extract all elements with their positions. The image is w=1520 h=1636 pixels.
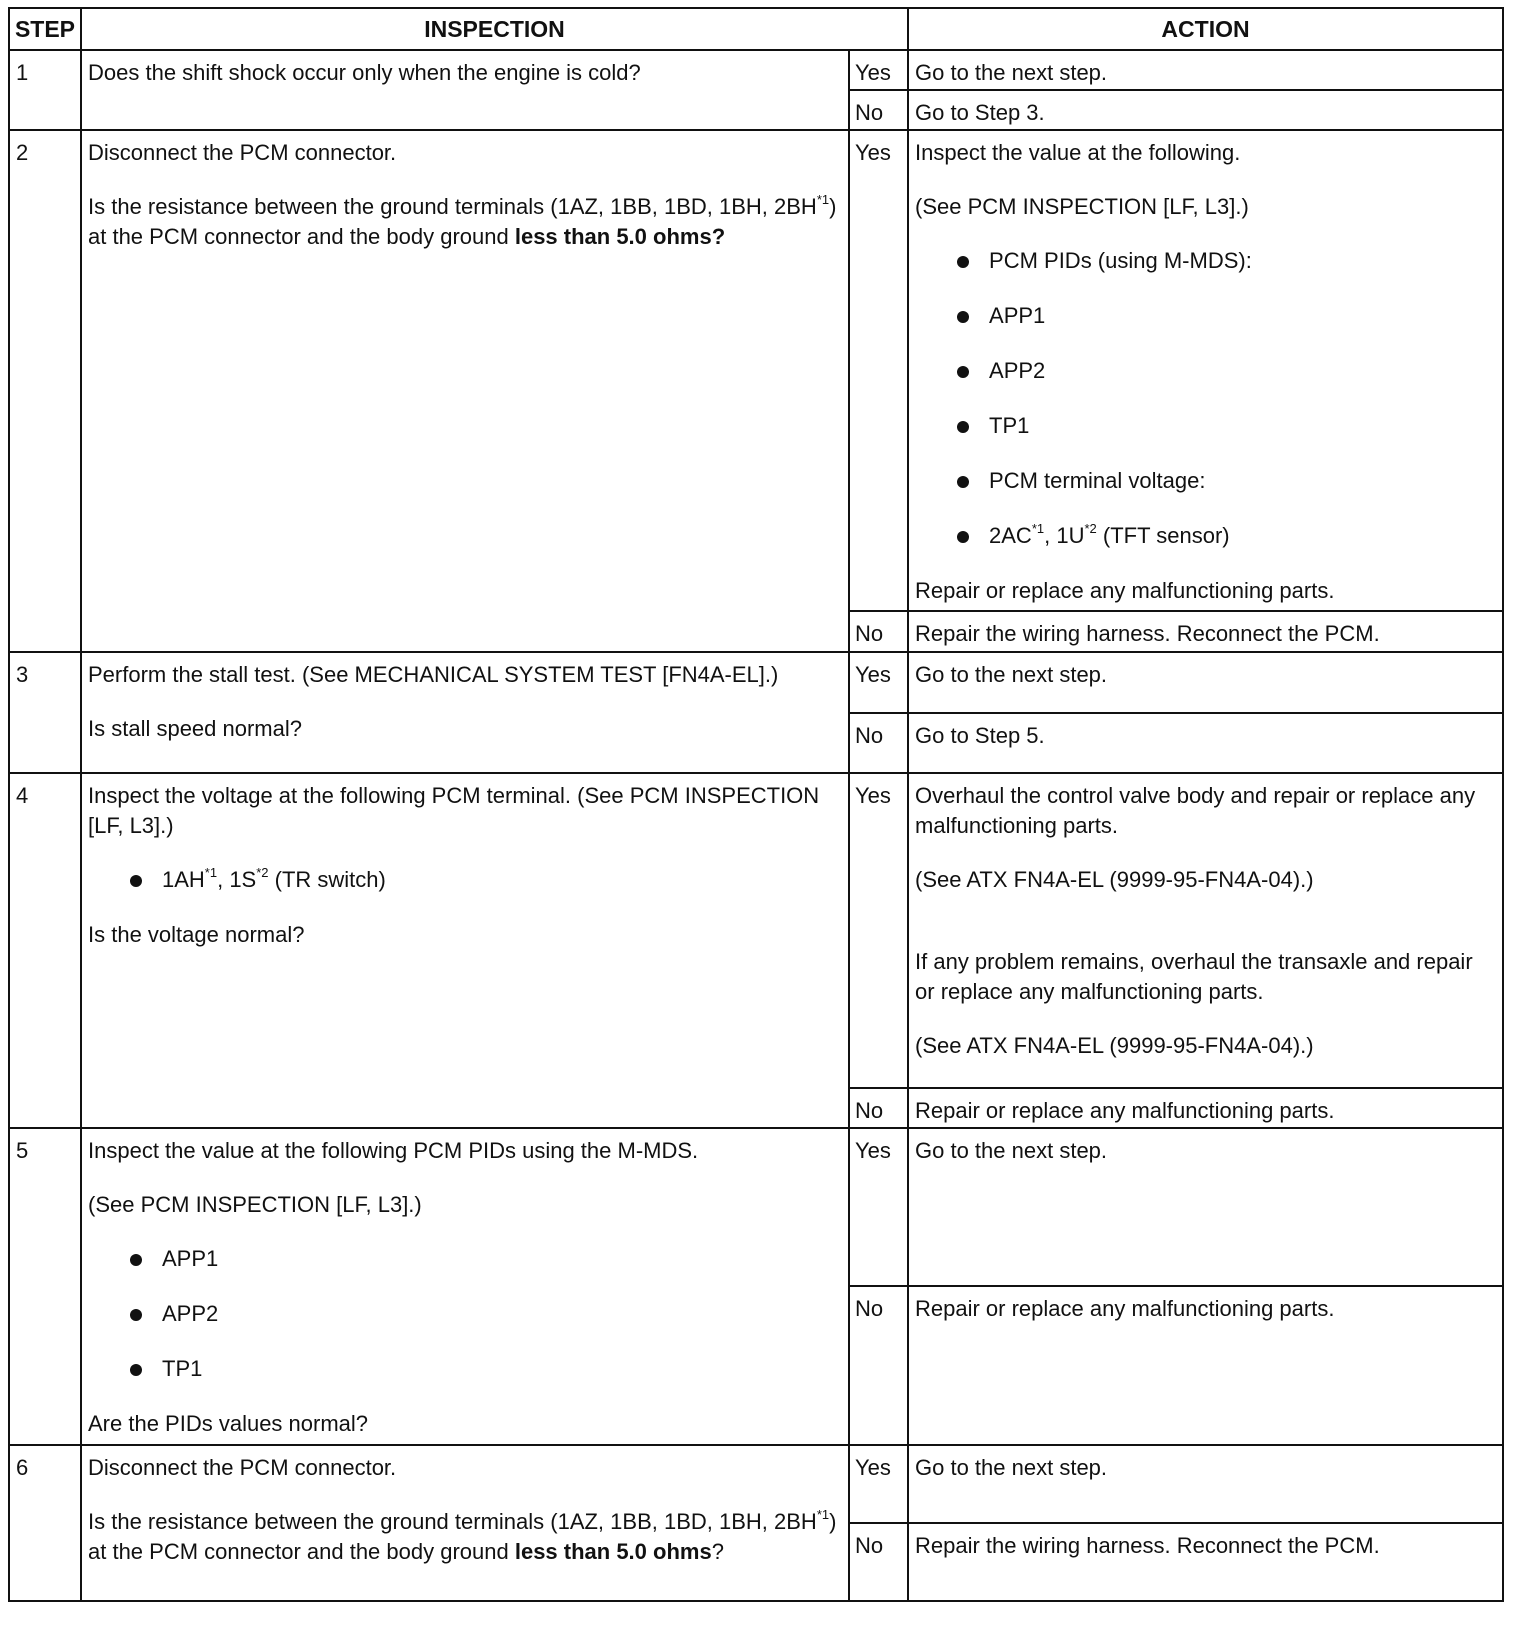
- step-5-question: Are the PIDs values normal?: [88, 1411, 369, 1436]
- step-2-question-text: Is the resistance between the ground terminals (1AZ, 1BB, 1BD, 1BH, 2BH: [88, 194, 817, 219]
- step-6-instruction: Disconnect the PCM connector.: [88, 1455, 397, 1480]
- switch-name: (TR switch): [268, 867, 386, 892]
- step-2-yes-row: [9, 130, 1503, 611]
- step-4-list: [88, 865, 842, 895]
- terminal-2ac: 2AC: [989, 523, 1032, 548]
- list-item: [88, 865, 842, 895]
- step-2-yes-action: [908, 130, 1503, 611]
- list-item: PCM PIDs (using M-MDS):: [915, 246, 1496, 276]
- step-4-instruction: Inspect the voltage at the following PCM terminal. (See PCM INSPECTION [LF, L3].): [88, 783, 820, 838]
- footnote-1: *1: [204, 865, 218, 880]
- step-5-number: 5: [9, 1128, 81, 1445]
- step-3-number: 3: [9, 652, 81, 773]
- step-3-inspection: [81, 652, 849, 773]
- step-1-question: Does the shift shock occur only when the engine is cold?: [88, 60, 641, 85]
- terminal-1s: , 1S: [217, 867, 257, 892]
- step-2-question-footnote: *1: [816, 192, 830, 207]
- footnote-1: *1: [1031, 521, 1045, 536]
- step-6-question: [88, 1507, 842, 1567]
- terminal-1u: , 1U: [1044, 523, 1085, 548]
- step-4-yes-row: [9, 773, 1503, 1088]
- step-1-no-action: Go to Step 3.: [908, 90, 1503, 130]
- list-item: [915, 521, 1496, 551]
- step-3-yes-action: Go to the next step.: [908, 652, 1503, 713]
- step-6-question-footnote: *1: [816, 1507, 830, 1522]
- step-1-inspection: [81, 50, 849, 130]
- step-4-no-action: Repair or replace any malfunctioning parts.: [908, 1088, 1503, 1128]
- step-5-yes-label: Yes: [849, 1128, 908, 1286]
- step-1-yes-action: Go to the next step.: [908, 50, 1503, 90]
- step-5-yes-row: [9, 1128, 1503, 1286]
- step-2-yes-list: [915, 246, 1496, 551]
- step-6-inspection: [81, 1445, 849, 1601]
- step-5-no-action: Repair or replace any malfunctioning parts.: [908, 1286, 1503, 1445]
- list-item: APP2: [915, 356, 1496, 386]
- footnote-2: *2: [256, 865, 269, 880]
- step-4-no-label: No: [849, 1088, 908, 1128]
- list-item: APP1: [88, 1244, 842, 1274]
- step-1-number: 1: [9, 50, 81, 130]
- step-2-yes-intro: Inspect the value at the following.: [915, 140, 1241, 165]
- step-6-question-text-2: ) at the PCM connector and the body ground: [88, 1509, 837, 1564]
- step-1-no-label: No: [849, 90, 908, 130]
- step-5-no-label: No: [849, 1286, 908, 1445]
- step-5-yes-action: Go to the next step.: [908, 1128, 1503, 1286]
- sensor-name: (TFT sensor): [1096, 523, 1230, 548]
- step-2-yes-repair: Repair or replace any malfunctioning parts.: [915, 578, 1335, 603]
- step-4-inspection: [81, 773, 849, 1128]
- step-2-number: 2: [9, 130, 81, 652]
- step-2-no-label: No: [849, 611, 908, 652]
- step-2-question-threshold: less than 5.0 ohms?: [514, 224, 726, 249]
- footnote-2: *2: [1084, 521, 1097, 536]
- step-2-instruction: Disconnect the PCM connector.: [88, 140, 397, 165]
- step-6-yes-action: Go to the next step.: [908, 1445, 1503, 1523]
- step-2-inspection: [81, 130, 849, 652]
- step-6-no-label: No: [849, 1523, 908, 1601]
- step-4-question: Is the voltage normal?: [88, 922, 305, 947]
- step-2-question-text-2: ) at the PCM connector and the body ground: [88, 194, 837, 249]
- step-4-yes-label: Yes: [849, 773, 908, 1088]
- step-1-yes-row: [9, 50, 1503, 90]
- step-3-yes-row: [9, 652, 1503, 713]
- step-6-no-action: Repair the wiring harness. Reconnect the PCM.: [908, 1523, 1503, 1601]
- step-2-no-action: Repair the wiring harness. Reconnect the PCM.: [908, 611, 1503, 652]
- step-4-yes-action-1: Overhaul the control valve body and repair or replace any malfunctioning parts.: [915, 783, 1476, 838]
- diagnostic-procedure-table: [8, 7, 1504, 1602]
- step-2-question: [88, 192, 842, 252]
- header-step: STEP: [9, 8, 81, 50]
- list-item: APP2: [88, 1299, 842, 1329]
- list-item: APP1: [915, 301, 1496, 331]
- step-1-yes-label: Yes: [849, 50, 908, 90]
- terminal-1ah: 1AH: [162, 867, 205, 892]
- step-6-number: 6: [9, 1445, 81, 1601]
- header-row: [9, 8, 1503, 50]
- step-4-yes-action-2: If any problem remains, overhaul the transaxle and repair or replace any malfunctioning parts.: [915, 949, 1473, 1004]
- step-5-instruction: Inspect the value at the following PCM PIDs using the M-MDS.: [88, 1138, 699, 1163]
- list-item: PCM terminal voltage:: [915, 466, 1496, 496]
- step-3-no-label: No: [849, 713, 908, 773]
- step-6-question-text: Is the resistance between the ground terminals (1AZ, 1BB, 1BD, 1BH, 2BH: [88, 1509, 817, 1534]
- list-item: TP1: [88, 1354, 842, 1384]
- step-6-yes-label: Yes: [849, 1445, 908, 1523]
- header-action: ACTION: [908, 8, 1503, 50]
- step-2-yes-label: Yes: [849, 130, 908, 611]
- step-3-question: Is stall speed normal?: [88, 716, 302, 741]
- step-4-yes-action: [908, 773, 1503, 1088]
- step-2-yes-see: (See PCM INSPECTION [LF, L3].): [915, 194, 1249, 219]
- step-4-yes-see-2: (See ATX FN4A-EL (9999-95-FN4A-04).): [915, 1033, 1314, 1058]
- step-4-yes-see-1: (See ATX FN4A-EL (9999-95-FN4A-04).): [915, 867, 1314, 892]
- step-4-number: 4: [9, 773, 81, 1128]
- spacer: [915, 919, 1496, 947]
- step-6-yes-row: [9, 1445, 1503, 1523]
- step-5-list: [88, 1244, 842, 1384]
- step-6-question-end: ?: [711, 1539, 724, 1564]
- step-3-instruction: Perform the stall test. (See MECHANICAL SYSTEM TEST [FN4A-EL].): [88, 662, 779, 687]
- step-5-see: (See PCM INSPECTION [LF, L3].): [88, 1192, 422, 1217]
- step-3-yes-label: Yes: [849, 652, 908, 713]
- header-inspection: INSPECTION: [81, 8, 908, 50]
- step-5-inspection: [81, 1128, 849, 1445]
- list-item: TP1: [915, 411, 1496, 441]
- step-6-question-threshold: less than 5.0 ohms: [514, 1539, 712, 1564]
- step-3-no-action: Go to Step 5.: [908, 713, 1503, 773]
